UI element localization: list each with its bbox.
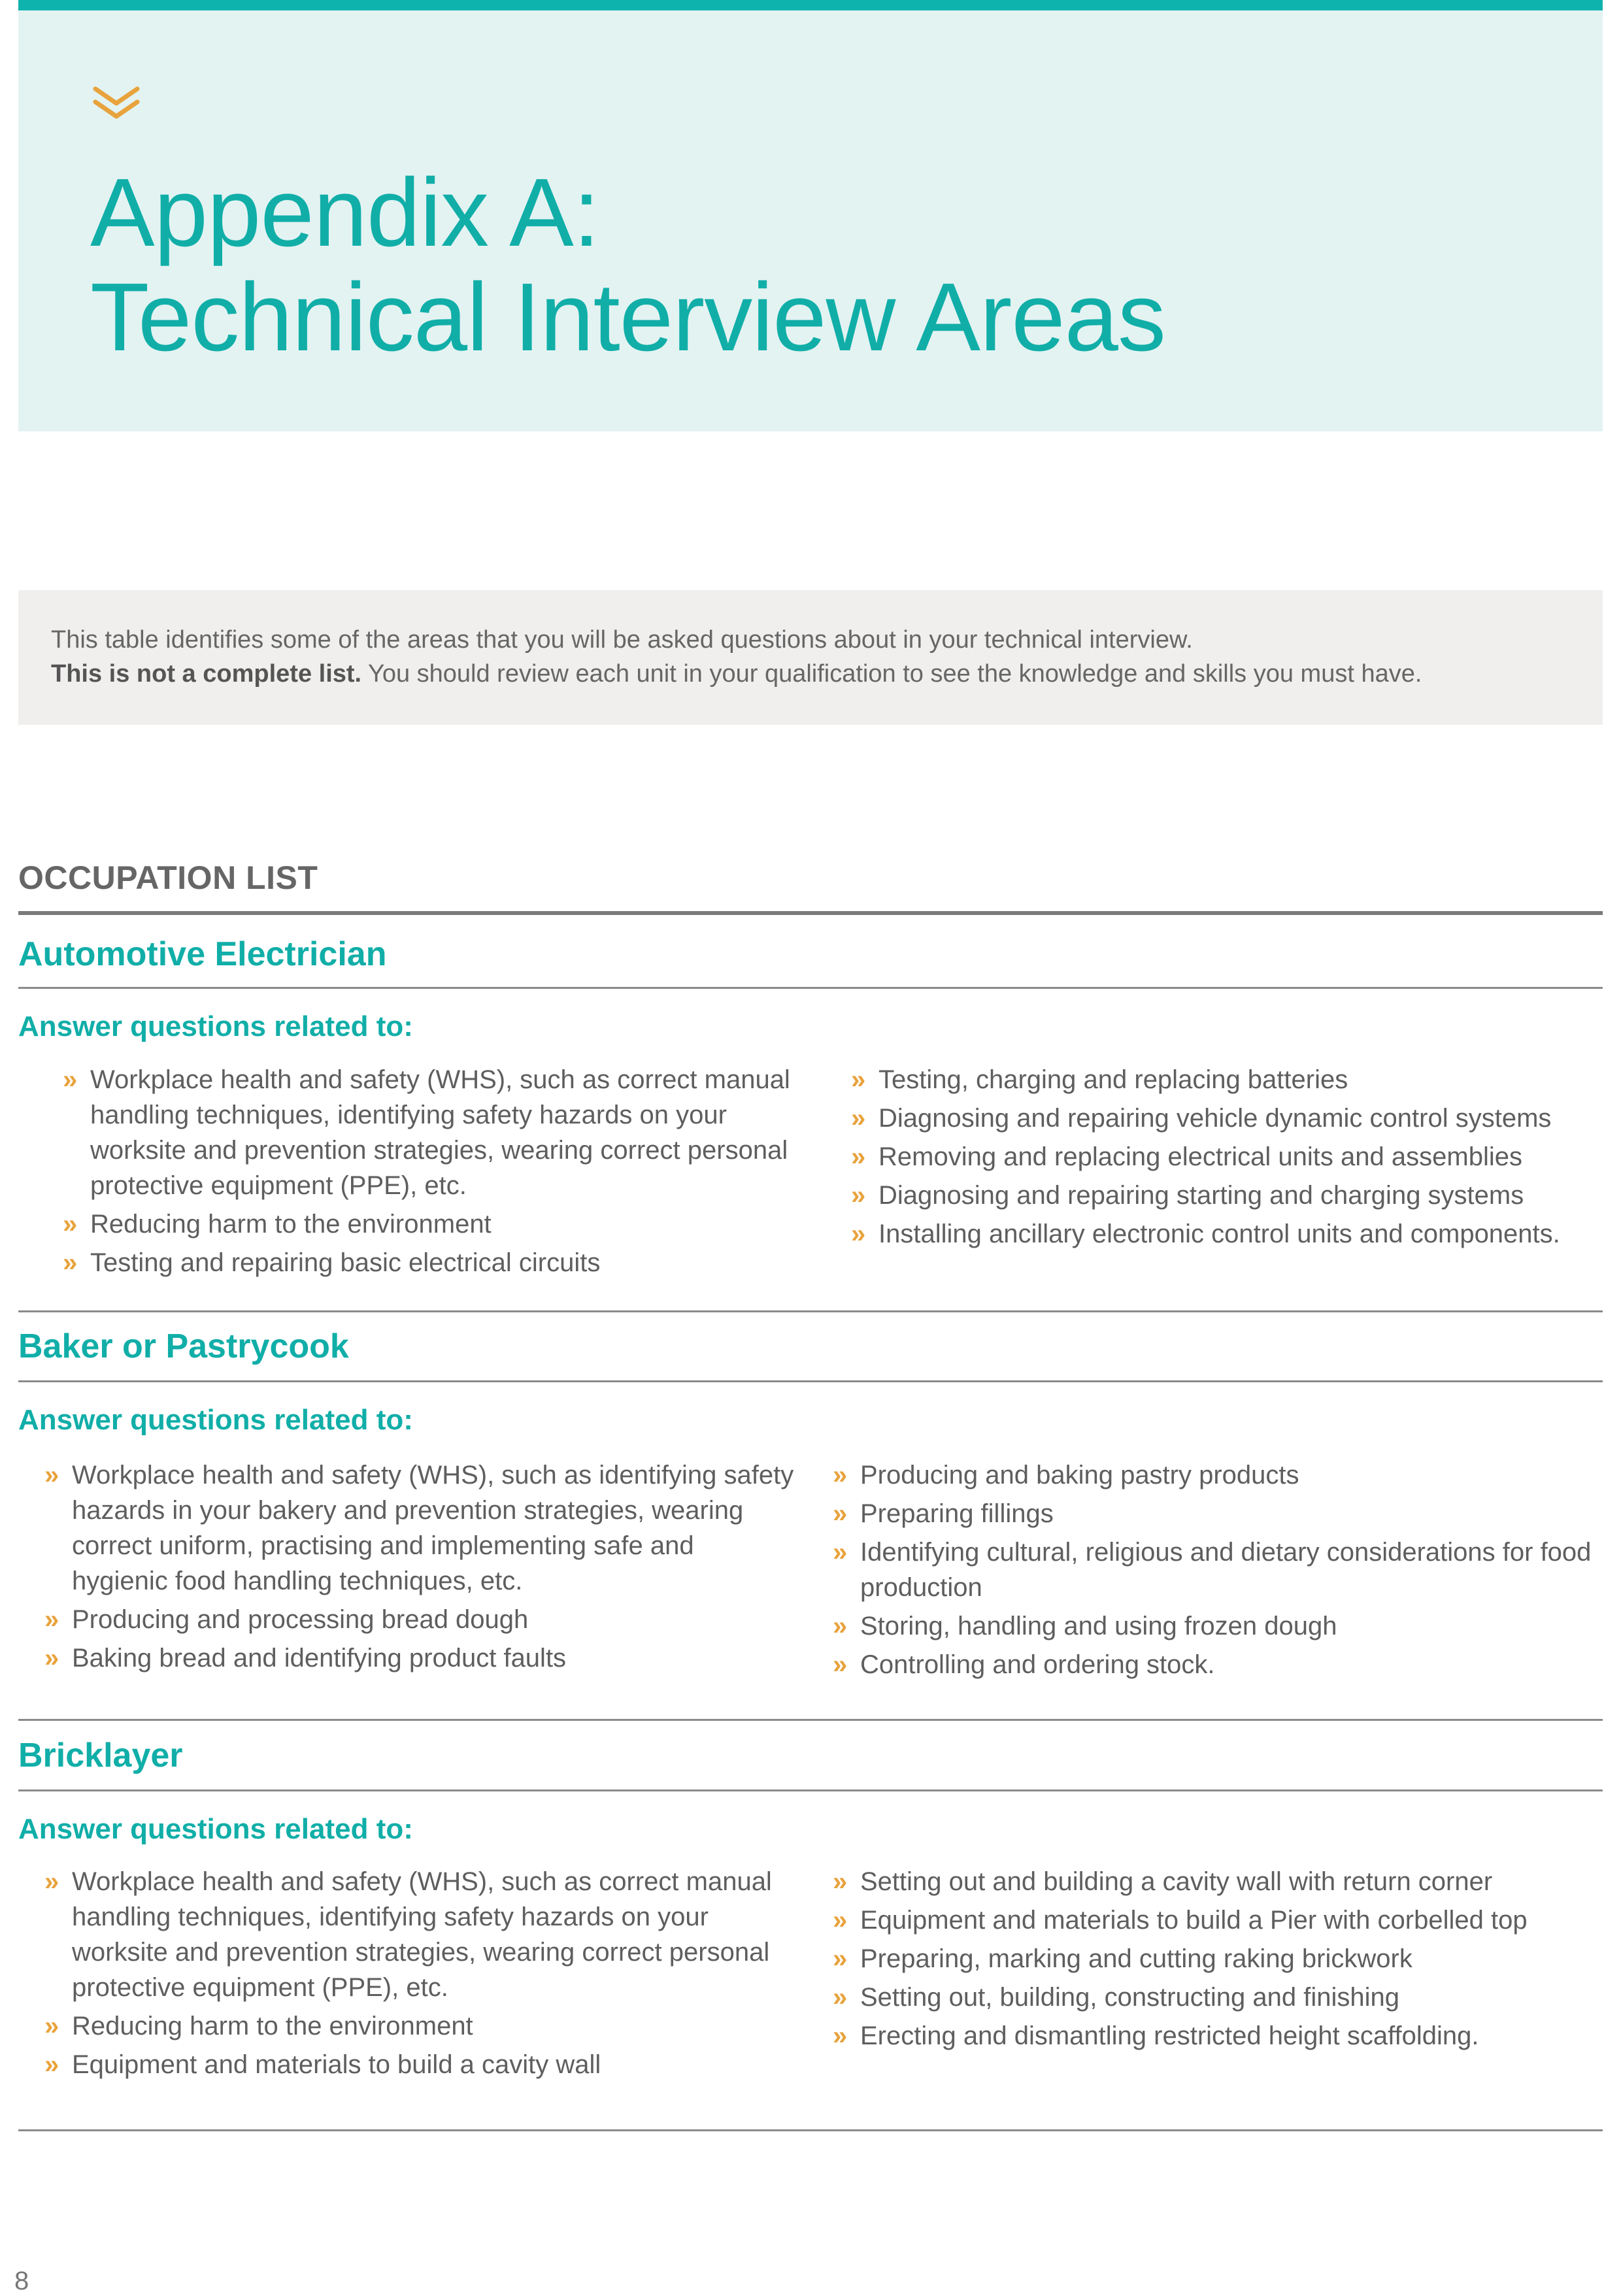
double-chevron-down-icon — [90, 82, 142, 122]
list-item: » Producing and baking pastry products — [833, 1457, 1604, 1493]
topic-list-left — [44, 1864, 790, 2086]
intro-line-1: This table identifies some of the areas that you will be asked questions about in your technical interview. — [51, 626, 1193, 654]
answer-subheading: Answer questions related to: — [18, 1404, 413, 1436]
bullet-marker: » — [833, 1461, 848, 1489]
bullet-marker: » — [833, 2021, 848, 2050]
list-item: » Workplace health and safety (WHS), such as correct manual handling techniques, identifying safety hazards on your worksite and prevention strategies, wearing correct personal protective equipment (PPE), etc. — [44, 1864, 790, 2005]
occupation-divider — [18, 987, 1603, 989]
occupation-divider — [18, 1789, 1603, 1791]
occupation-name: Baker or Pastrycook — [18, 1327, 349, 1365]
list-item: » Equipment and materials to build a cavity wall — [44, 2047, 790, 2082]
list-item: » Preparing fillings — [833, 1496, 1604, 1531]
occupation-list-heading: OCCUPATION LIST — [18, 859, 318, 896]
title-banner — [18, 10, 1603, 431]
bullet-marker: » — [833, 1538, 848, 1567]
bullet-marker: » — [851, 1142, 866, 1171]
occupation-divider — [18, 1380, 1603, 1382]
topic-list-right — [851, 1062, 1609, 1255]
list-item: » Baking bread and identifying product faults — [44, 1640, 796, 1676]
bullet-marker: » — [833, 1944, 848, 1973]
list-item: » Identifying cultural, religious and dietary considerations for food production — [833, 1535, 1604, 1605]
list-item: » Removing and replacing electrical units and assemblies — [851, 1139, 1609, 1174]
list-item: » Preparing, marking and cutting raking brickwork — [833, 1941, 1604, 1976]
occupation-divider — [18, 1719, 1603, 1721]
occupation-divider — [18, 2129, 1603, 2131]
list-item: » Setting out and building a cavity wall with return corner — [833, 1864, 1604, 1899]
bullet-marker: » — [851, 1104, 866, 1133]
page-title — [90, 161, 1165, 370]
intro-line-2-text: You should review each unit in your qualification to see the knowledge and skills you must have. — [361, 660, 1422, 688]
top-accent-bar — [18, 0, 1603, 10]
list-item: » Equipment and materials to build a Pier with corbelled top — [833, 1903, 1604, 1938]
list-item: » Diagnosing and repairing starting and charging systems — [851, 1178, 1609, 1213]
occupation-name: Bricklayer — [18, 1737, 183, 1774]
bullet-marker: » — [44, 1605, 59, 1634]
list-item: » Testing and repairing basic electrical circuits — [63, 1245, 808, 1280]
bullet-marker: » — [63, 1210, 78, 1239]
list-item: » Workplace health and safety (WHS), such as identifying safety hazards in your bakery and prevention strategies, wearing correct uniform, practising and implementing safe and hygienic food handling techniques, etc. — [44, 1457, 796, 1599]
list-item: » Testing, charging and replacing batteries — [851, 1062, 1609, 1097]
answer-subheading: Answer questions related to: — [18, 1813, 413, 1845]
page-title-line-1: Appendix A: — [90, 159, 599, 267]
page-title-line-2: Technical Interview Areas — [90, 263, 1165, 371]
list-item: » Controlling and ordering stock. — [833, 1647, 1604, 1682]
list-item: » Installing ancillary electronic control units and components. — [851, 1216, 1609, 1252]
bullet-marker: » — [63, 1248, 78, 1277]
list-item: » Storing, handling and using frozen dough — [833, 1608, 1604, 1644]
list-item: » Reducing harm to the environment — [44, 2008, 790, 2044]
bullet-marker: » — [44, 1461, 59, 1489]
list-item: » Setting out, building, constructing and finishing — [833, 1980, 1604, 2015]
bullet-marker: » — [44, 2012, 59, 2040]
bullet-marker: » — [833, 1867, 848, 1896]
intro-box — [18, 590, 1603, 725]
list-item: » Diagnosing and repairing vehicle dynamic control systems — [851, 1101, 1609, 1136]
bullet-marker: » — [851, 1065, 866, 1094]
bullet-marker: » — [44, 1867, 59, 1896]
bullet-marker: » — [44, 2050, 59, 2079]
section-divider — [18, 911, 1603, 915]
bullet-marker: » — [833, 1612, 848, 1640]
list-item: » Erecting and dismantling restricted height scaffolding. — [833, 2018, 1604, 2054]
page-number: 8 — [14, 2267, 29, 2295]
bullet-marker: » — [851, 1220, 866, 1248]
list-item: » Workplace health and safety (WHS), such as correct manual handling techniques, identifying safety hazards on your worksite and prevention strategies, wearing correct personal protective equipment (PPE), etc. — [63, 1062, 808, 1203]
bullet-marker: » — [44, 1644, 59, 1672]
bullet-marker: » — [851, 1181, 866, 1210]
occupation-name: Automotive Electrician — [18, 935, 387, 973]
occupation-divider — [18, 1310, 1603, 1312]
topic-list-right — [833, 1864, 1604, 2057]
intro-emphasis: This is not a complete list. — [51, 660, 362, 688]
list-item: » Reducing harm to the environment — [63, 1206, 808, 1242]
list-item: » Producing and processing bread dough — [44, 1602, 796, 1637]
bullet-marker: » — [63, 1065, 78, 1094]
bullet-marker: » — [833, 1650, 848, 1679]
topic-list-right — [833, 1457, 1604, 1686]
intro-line-2 — [51, 657, 1570, 691]
bullet-marker: » — [833, 1906, 848, 1935]
topic-list-left — [63, 1062, 808, 1284]
answer-subheading: Answer questions related to: — [18, 1010, 413, 1042]
topic-list-left — [44, 1457, 796, 1679]
bullet-marker: » — [833, 1983, 848, 2012]
bullet-marker: » — [833, 1499, 848, 1528]
